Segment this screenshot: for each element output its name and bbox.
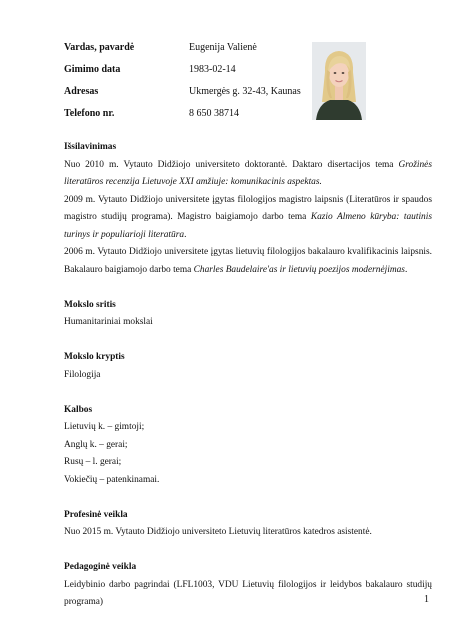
field-section [64, 297, 432, 332]
personal-info [64, 42, 314, 130]
education-text: 2009 m. Vytauto Didžiojo universitete įgytas filologijos magistro laipsnis (Literatūros ir spaudos magistro studijų programa). Magistro baigiamojo darbo tema [64, 194, 432, 222]
languages-section [64, 402, 432, 490]
section-heading: Išsilavinimas [64, 142, 117, 152]
info-value: 1983-02-14 [189, 64, 236, 75]
info-row-address [64, 86, 314, 108]
page-number: 1 [424, 594, 429, 605]
section-heading: Mokslo kryptis [64, 352, 125, 362]
info-value: 8 650 38714 [189, 108, 239, 119]
info-row-name [64, 42, 314, 64]
info-row-phone [64, 108, 314, 130]
bachelor-thesis-title: Charles Baudelaire'as ir lietuvių poezijos modernėjimas [193, 264, 405, 275]
professional-value: Nuo 2015 m. Vytauto Didžiojo universiteto Lietuvių literatūros katedros asistentė. [64, 527, 372, 537]
section-heading: Pedagoginė veikla [64, 562, 137, 572]
education-paragraph [64, 157, 432, 192]
direction-value: Filologija [64, 369, 101, 380]
info-label: Telefono nr. [64, 108, 115, 119]
education-paragraph [64, 244, 432, 279]
language-item: Vokiečių – patenkinamai. [64, 474, 160, 485]
professional-section [64, 507, 432, 542]
info-value: Ukmergės g. 32-43, Kaunas [189, 86, 301, 97]
field-value: Humanitariniai mokslai [64, 317, 153, 327]
education-paragraph [64, 192, 432, 245]
teaching-section [64, 559, 432, 612]
direction-section [64, 349, 432, 384]
cv-body [64, 139, 432, 629]
section-heading: Kalbos [64, 404, 93, 415]
sentence-end: . [184, 229, 187, 240]
section-heading: Mokslo sritis [64, 299, 116, 310]
education-section [64, 139, 432, 279]
info-label: Adresas [64, 86, 99, 97]
portrait-photo [312, 42, 366, 120]
portrait-photo-drawing [312, 42, 366, 120]
info-label: Gimimo data [64, 64, 121, 75]
dissertation-title: Grožinės literatūros recenzija Lietuvoje XXI amžiuje: komunikacinis aspektas. [64, 159, 432, 187]
sentence-end: . [404, 264, 408, 275]
info-label: Vardas, pavardė [64, 42, 135, 53]
info-row-birthdate [64, 64, 314, 86]
language-item: Lietuvių k. – gimtoji; [64, 422, 145, 432]
teaching-value: Leidybinio darbo pagrindai (LFL1003, VDU Lietuvių filologijos ir leidybos bakalauro studijų programa) [64, 579, 432, 607]
info-value: Eugenija Valienė [189, 42, 257, 53]
masters-thesis-title: Kazio Almeno kūryba: tautinis turinys ir populiarioji literatūra [64, 212, 432, 240]
language-item: Anglų k. – gerai; [64, 439, 128, 450]
education-text: Nuo 2010 m. Vytauto Didžiojo universiteto doktorantė. Daktaro disertacijos tema [64, 159, 399, 170]
language-item: Rusų – l. gerai; [64, 457, 122, 467]
section-heading: Profesinė veikla [64, 509, 128, 520]
education-text: 2006 m. Vytauto Didžiojo universitete įgytas lietuvių filologijos bakalauro kvalifikacinis laipsnis. Bakalauro baigiamojo darbo tema [64, 247, 432, 275]
